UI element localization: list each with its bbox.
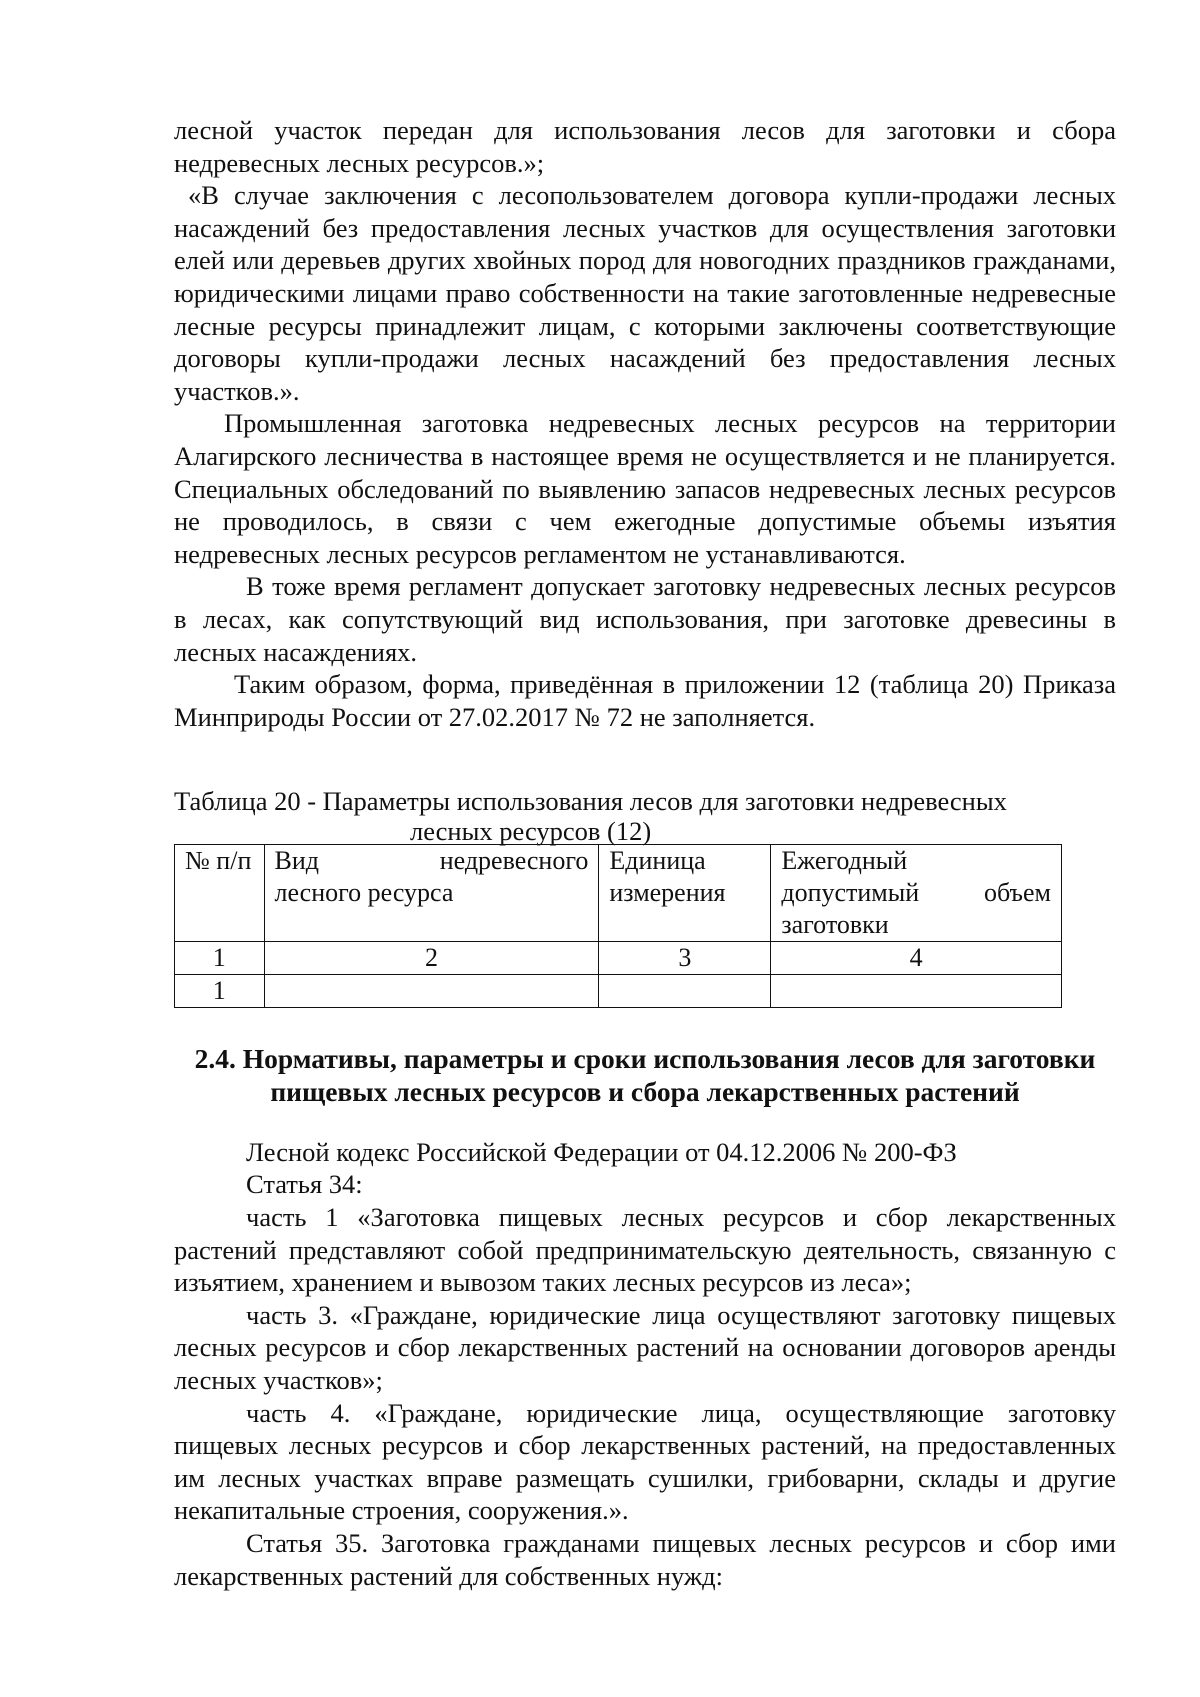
table-cell: 3 (599, 941, 771, 974)
paragraph: «В случае заключения с лесопользователем договора купли-продажи лесных насаждений без предоставления лесных участков для осуществления заготовки елей или деревьев других хвойных пород для новогодних праздников гражданами, юридическими лицами право собственности на такие заготовленные недревесные лесные ресурсы принадлежит лицам, с которыми заключены соответствующие договоры купли-продажи лесных насаждений без предоставления лесных участков.». (174, 180, 1116, 406)
document-page (174, 114, 1116, 1592)
paragraph: часть 1 «Заготовка пищевых лесных ресурсов и сбор лекарственных растений представляют собой предпринимательскую деятельность, связанную с изъятием, хранением и вывозом таких лесных ресурсов из леса»; (174, 1202, 1116, 1298)
paragraph: В тоже время регламент допускает заготовку недревесных лесных ресурсов в лесах, как сопутствующий вид использования, при заготовке древесины в лесных насаждениях. (174, 571, 1116, 667)
section-title-line1: . Нормативы, параметры и сроки использования лесов для заготовки (228, 1042, 1096, 1074)
table-numbering-row (175, 941, 1062, 974)
table-cell: 2 (264, 941, 599, 974)
table-cell: 1 (175, 974, 265, 1007)
header-cell-resource: Вид недревесного лесного ресурса (264, 844, 599, 941)
paragraph: лесной участок передан для использования лесов для заготовки и сбора недревесных лесных ресурсов.»; (174, 115, 1116, 178)
table-20 (174, 844, 1062, 1008)
table-header-row (175, 844, 1062, 941)
header-cell-volume: Ежегодный допустимый объем заготовки (771, 844, 1062, 941)
paragraph: Лесной кодекс Российской Федерации от 04.12.2006 № 200-ФЗ (246, 1136, 957, 1167)
paragraph: Промышленная заготовка недревесных лесных ресурсов на территории Алагирского лесничества в настоящее время не осуществляется и не планируется. Специальных обследований по выявлению запасов недревесных лесных ресурсов не проводилось, в связи с чем ежегодные допустимые объемы изъятия недревесных лесных ресурсов регламентом не устанавливаются. (174, 408, 1116, 569)
table-caption-line2: лесных ресурсов (12) (410, 815, 652, 846)
table-caption-line1: Таблица 20 - Параметры использования лесов для заготовки недревесных (174, 786, 1007, 817)
header-cell-number: № п/п (175, 844, 265, 941)
paragraph: Статья 35. Заготовка гражданами пищевых лесных ресурсов и сбор ими лекарственных растений для собственных нужд: (174, 1528, 1116, 1591)
table-cell: 4 (771, 941, 1062, 974)
table-cell: 1 (175, 941, 265, 974)
section-number: 2.4 (194, 1042, 229, 1074)
paragraph: часть 3. «Граждане, юридические лица осуществляют заготовку пищевых лесных ресурсов и сбор лекарственных растений на основании договоров аренды лесных участков»; (174, 1299, 1116, 1396)
table-caption (174, 785, 1116, 844)
table-cell (771, 974, 1062, 1007)
table-cell (599, 974, 771, 1007)
paragraph: часть 4. «Граждане, юридические лица, осуществляющие заготовку пищевых лесных ресурсов и сбор лекарственных растений, на предоставленных им лесных участках вправе размещать сушилки, грибоварни, склады и другие некапитальные строения, сооружения.». (174, 1397, 1116, 1526)
table-row (175, 974, 1062, 1007)
section-title-line2: пищевых лесных ресурсов и сбора лекарственных растений (270, 1075, 1020, 1107)
paragraph: Статья 34: (246, 1169, 363, 1200)
paragraph: Таким образом, форма, приведённая в приложении 12 (таблица 20) Приказа Минприроды России от 27.02.2017 № 72 не заполняется. (174, 669, 1116, 732)
table-cell (264, 974, 599, 1007)
section-heading (174, 1042, 1116, 1108)
header-cell-unit: Единица измерения (599, 844, 771, 941)
